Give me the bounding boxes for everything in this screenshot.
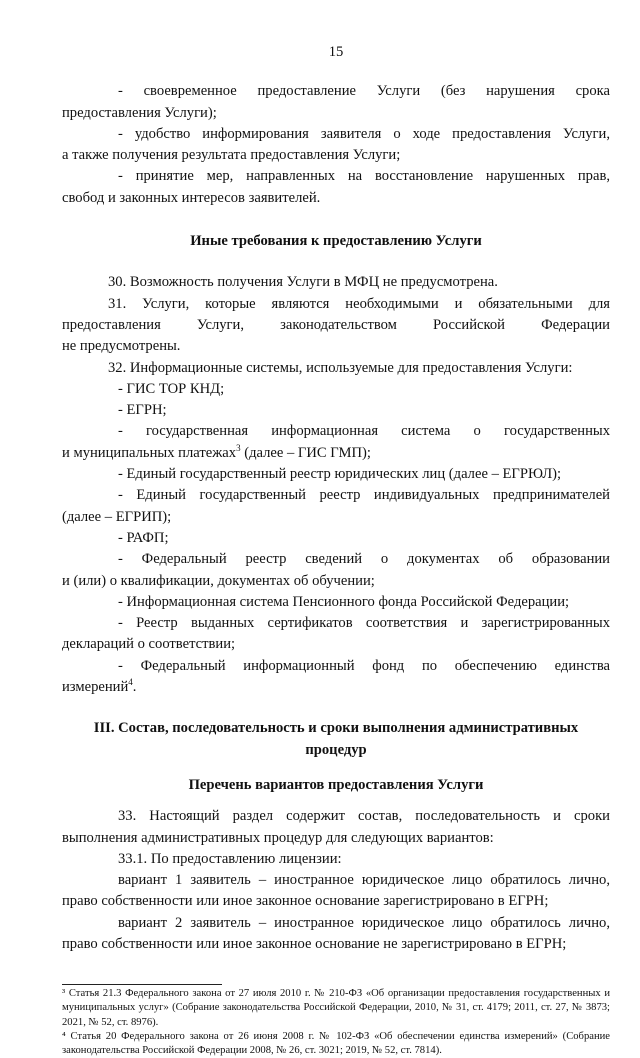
paragraph-33: 33. Настоящий раздел содержит состав, последовательность и сроки	[118, 808, 610, 825]
text-line: - принятие мер, направленных на восстановление нарушенных прав,	[118, 168, 610, 185]
text-line: - своевременное предоставление Услуги (без нарушения срока	[118, 83, 610, 100]
list-item: - ГИС ТОР КНД;	[118, 380, 225, 397]
text-line: право собственности или иное законное основание зарегистрировано в ЕГРН;	[62, 893, 549, 910]
text-line: выполнения административных процедур для следующих вариантов:	[62, 829, 494, 846]
list-item: - Федеральный информационный фонд по обеспечению единства	[118, 657, 610, 674]
footnote-separator	[62, 984, 222, 985]
variant-1: вариант 1 заявитель – иностранное юридическое лицо обратилось лично,	[118, 872, 610, 889]
text-line: право собственности или иное законное основание не зарегистрировано в ЕГРН;	[62, 935, 567, 952]
text-line: (далее – ЕГРИП);	[62, 508, 172, 525]
list-item: - Единый государственный реестр юридических лиц (далее – ЕГРЮЛ);	[118, 466, 562, 483]
list-item: - Информационная система Пенсионного фонда Российской Федерации;	[118, 593, 570, 610]
chapter-heading: III. Состав, последовательность и сроки выполнения административных	[93, 720, 579, 737]
text-span: (далее – ГИС ГМП);	[240, 444, 371, 461]
text-line: деклараций о соответствии;	[62, 636, 236, 653]
list-item: - Единый государственный реестр индивидуальных предпринимателей	[118, 487, 610, 504]
footnote-3: ³ Статья 21.3 Федерального закона от 27 июля 2010 г. № 210-ФЗ «Об организации предоставления государственных и муниципальных услуг» (Собрание законодательства Российской Федерации, 2010, № 31, ст. 4179; 2011, ст. 27, № 3873; 2021, № 52, ст. 8976).	[62, 988, 610, 1028]
subsection-heading: Перечень вариантов предоставления Услуги	[188, 776, 484, 793]
text-line: предоставления Услуги, законодательством Российской Федерации	[62, 316, 610, 333]
chapter-heading-cont: процедур	[305, 741, 367, 758]
text-line: предоставления Услуги);	[62, 104, 217, 121]
section-heading: Иные требования к предоставлению Услуги	[190, 233, 482, 250]
text-line	[62, 677, 610, 698]
page-number: 15	[328, 44, 344, 60]
text-line	[62, 443, 610, 464]
footnote-ref-4: 4	[128, 677, 133, 688]
list-item: - ЕГРН;	[118, 402, 167, 419]
list-item: - РАФП;	[118, 529, 169, 546]
paragraph-33-1: 33.1. По предоставлению лицензии:	[118, 850, 342, 867]
text-line: - удобство информирования заявителя о ходе предоставления Услуги,	[118, 125, 610, 142]
text-line: не предусмотрены.	[62, 338, 181, 355]
paragraph-32: 32. Информационные системы, используемые для предоставления Услуги:	[108, 359, 573, 376]
text-span: .	[132, 679, 137, 696]
text-span: и муниципальных платежах	[62, 444, 237, 461]
text-line: и (или) о квалификации, документах об обучении;	[62, 572, 375, 589]
variant-2: вариант 2 заявитель – иностранное юридическое лицо обратилось лично,	[118, 914, 610, 931]
list-item: - Реестр выданных сертификатов соответствия и зарегистрированных	[118, 615, 610, 632]
paragraph-31: 31. Услуги, которые являются необходимыми и обязательными для	[108, 295, 610, 312]
text-span: измерений	[62, 679, 129, 696]
list-item: - государственная информационная система о государственных	[118, 423, 610, 440]
footnote-ref-3: 3	[236, 442, 241, 453]
text-line: а также получения результата предоставления Услуги;	[62, 147, 401, 164]
text-line: свобод и законных интересов заявителей.	[62, 189, 321, 206]
paragraph-30: 30. Возможность получения Услуги в МФЦ не предусмотрена.	[108, 274, 498, 291]
list-item: - Федеральный реестр сведений о документах об образовании	[118, 551, 610, 568]
footnote-4: ⁴ Статья 20 Федерального закона от 26 июня 2008 г. № 102-ФЗ «Об обеспечении единства измерений» (Собрание законодательства Российской Федерации 2008, № 26, ст. 3021; 2019, № 52, ст. 7814).	[62, 1030, 610, 1057]
